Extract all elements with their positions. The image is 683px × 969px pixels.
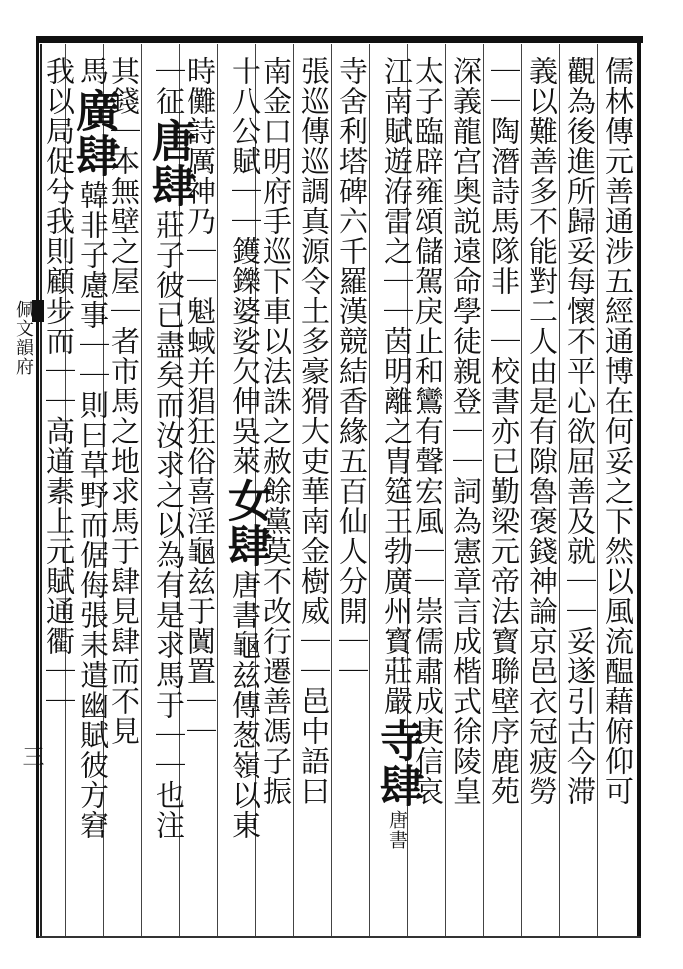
column-rule (445, 44, 446, 936)
text-column: 時儺詩厲神乃｜｜魁蜮并猖狂俗喜淫龜兹于闐置｜｜ (183, 56, 217, 746)
page-frame-top (36, 36, 643, 43)
column-rule (141, 44, 142, 936)
column-rule (369, 44, 370, 936)
text-column: ｜｜陶潛詩馬隊非｜｜校書亦已勤梁元帝法寳聯壁序鹿苑 (487, 56, 521, 806)
text-column: 義以難善多不能對二人由是有隙魯褒錢神論京邑衣冠疲勞 (525, 56, 559, 806)
page-frame-right (637, 36, 641, 938)
column-rule (521, 44, 522, 936)
column-rule (331, 44, 332, 936)
column-rule (483, 44, 484, 936)
folio-number: 三 (19, 745, 44, 767)
text-column: 儒林傳元善通涉五經通博在何妥之下然以風流醖藉俯仰可 (601, 56, 635, 806)
text-column: 寺舍利塔碑六千羅漢競結香緣五百仙人分開｜｜ (335, 56, 369, 686)
text-column: 張巡傳巡調真源令土多豪猾大吏華南金樹威｜｜邑中語曰 (297, 56, 331, 806)
page-frame-bottom (36, 936, 641, 938)
text-column: 觀為後進所歸妥每懷不平心欲屈善及就｜｜妥遂引古今滞 (563, 56, 597, 806)
column-rule (597, 44, 598, 936)
page-frame-left (36, 40, 39, 938)
text-column: 十八公賦｜｜鑊鑠婆娑欠伸吳萊女肆唐書龜兹傳葱嶺以東 (220, 56, 271, 840)
heading-term: 寺肆 (372, 718, 423, 808)
text-column: 馬廣肆韓非子慮事｜｜則曰草野而倨侮張耒遣幽賦彼方窘 (68, 56, 119, 840)
heading-term: 女肆 (220, 478, 271, 568)
column-rule (293, 44, 294, 936)
heading-term: 廣肆 (68, 88, 119, 178)
text-column: ｜征唐肆莊子彼已盡矣而汝求之以為有是求馬于｜｜也注 (144, 56, 195, 840)
text-column: 我以局促兮我則顧步而｜｜高道素上元賦通衢｜｜ (42, 56, 76, 716)
text-column: 深義龍宫奥説遠命學徒親登｜｜詞為憲章言成楷式徐陵皇 (449, 56, 483, 806)
column-rule (217, 44, 218, 936)
margin-title: 佩文韻府 (13, 300, 34, 376)
heading-term: 唐肆 (144, 118, 195, 208)
text-column: 太子臨辟雍頌儲駕戾止和鸞有聲宏風｜｜崇儒肅成庚信哀 (411, 56, 445, 806)
text-column: 其錢｜本無壁之屋｜者市馬之地求馬于肆見肆而不見 (107, 56, 141, 746)
column-rule (559, 44, 560, 936)
text-column: 江南賦遊洊雷之｜｜茵明離之胄筵王勃廣州寳莊嚴寺肆唐書 (372, 56, 423, 850)
text-column: 南金口明府手巡下車以法誅之赦餘黨莫不改行遷善馮子振 (259, 56, 293, 806)
